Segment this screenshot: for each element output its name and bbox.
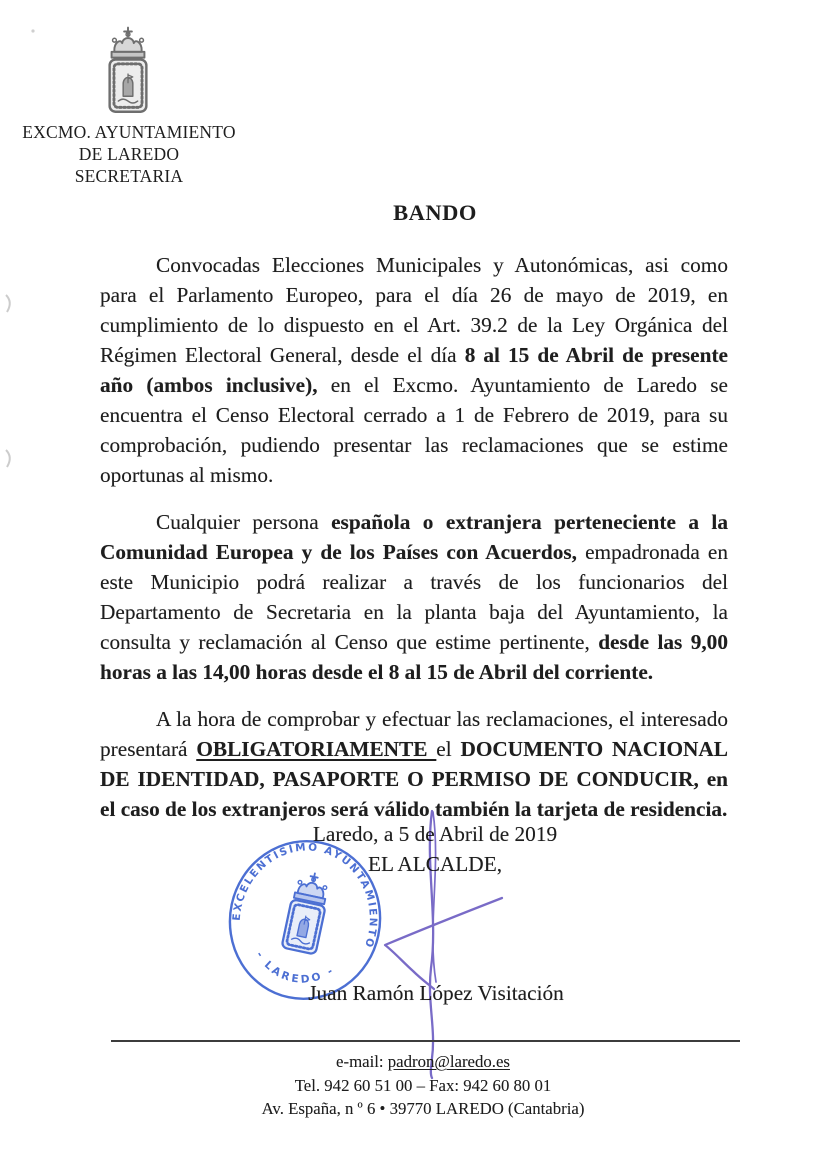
- org-department-line: SECRETARIA: [74, 166, 184, 186]
- org-name-line: DE LAREDO: [78, 144, 180, 164]
- paragraph-2: [100, 507, 728, 687]
- organization-block: [0, 121, 258, 187]
- footer-email-line: [10, 1050, 826, 1074]
- place-date-line: Laredo, a 5 de Abril de 2019: [312, 822, 558, 846]
- page-title: BANDO: [393, 200, 477, 225]
- text-run: Cualquier persona: [156, 510, 332, 534]
- text-run: empadronada en este Municipio podrá realizar a través de los funcionarios del Departamento de Secretaria en la planta baja del Ayuntamiento, la consulta y reclamación al Censo que estime pertinente,: [100, 540, 728, 654]
- paragraph-1: [100, 250, 728, 490]
- stamp-bottom-text: - LAREDO -: [253, 948, 338, 986]
- text-run: en el Excmo. Ayuntamiento de Laredo se encuentra el Censo Electoral cerrado a 1 de Febrero de 2019, para su comprobación, pudiendo presentar las reclamaciones que se estime oportunas al mismo.: [100, 373, 728, 487]
- footer-divider: [111, 1040, 740, 1042]
- coat-of-arms-icon: [99, 26, 157, 124]
- bold-text-run: DOCUMENTO NACIONAL DE IDENTIDAD, PASAPORTE O PERMISO DE CONDUCIR, en el caso de los extranjeros será válido también la tarjeta de residencia.: [100, 737, 729, 821]
- stamp-crest-icon: [282, 870, 332, 955]
- text-run: A la hora de comprobar y efectuar las reclamaciones, el interesado presentará: [100, 707, 728, 761]
- municipal-stamp: [225, 837, 385, 1003]
- signer-name: Juan Ramón López Visitación: [308, 981, 564, 1005]
- scan-artifacts: [6, 29, 35, 467]
- email-address: padron@laredo.es: [387, 1052, 510, 1071]
- bold-text-run: 8 al 15 de Abril de presente año (ambos inclusive),: [100, 343, 728, 397]
- bold-text-run: desde las 9,00 horas a las 14,00 horas desde el 8 al 15 de Abril del corriente.: [100, 630, 728, 684]
- underlined-bold-run: OBLIGATORIAMENTE: [196, 737, 437, 761]
- paragraph-3: [100, 704, 728, 824]
- bold-text-run: española o extranjera perteneciente a la Comunidad Europea y de los Países con Acuerdos,: [100, 510, 728, 564]
- text-run: Convocadas Elecciones Municipales y Autonómicas, asi como para el Parlamento Europeo, para el día 26 de mayo de 2019, en cumplimiento de lo dispuesto en el Art. 39.2 de la Ley Orgánica del Régimen Electoral General, desde el día: [100, 253, 728, 367]
- footer-block: [10, 1050, 826, 1121]
- footer-address-line: Av. España, n º 6 • 39770 LAREDO (Cantabria): [261, 1099, 585, 1118]
- email-label: e-mail:: [336, 1052, 388, 1071]
- org-name-line: EXCMO. AYUNTAMIENTO: [22, 122, 236, 142]
- text-run: el: [436, 737, 461, 761]
- document-body: [100, 250, 728, 841]
- stamp-top-text: EXCELENTÍSIMO AYUNTAMIENTO: [230, 841, 379, 951]
- role-line: EL ALCALDE,: [367, 852, 503, 876]
- footer-phone-line: Tel. 942 60 51 00 – Fax: 942 60 80 01: [294, 1075, 552, 1095]
